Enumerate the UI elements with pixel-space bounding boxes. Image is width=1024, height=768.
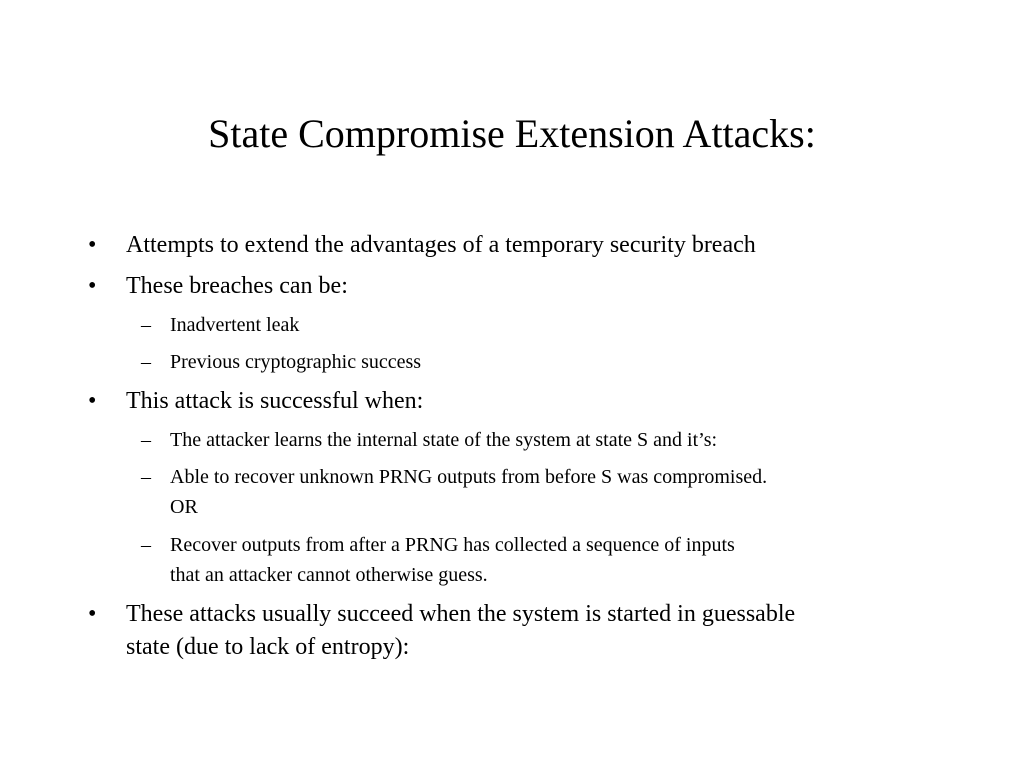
sub-bullet-text xyxy=(170,462,767,522)
bullet-text-line: Attempts to extend the advantages of a temporary security breach xyxy=(126,232,756,258)
dash-marker: – xyxy=(141,351,151,373)
sub-bullet-text xyxy=(170,347,421,377)
sub-bullet-text-line: The attacker learns the internal state of the system at state S and it’s: xyxy=(170,429,718,451)
sub-bullet-text xyxy=(170,425,717,455)
dash-marker: – xyxy=(141,534,151,556)
sub-bullet-text-line: Recover outputs from after a PRNG has collected a sequence of inputs xyxy=(170,534,735,556)
bullet-marker: • xyxy=(88,601,97,627)
bullet-text-line: state (due to lack of entropy): xyxy=(126,634,410,660)
bullet-text-line: This attack is successful when: xyxy=(126,388,424,414)
dash-marker: – xyxy=(141,429,151,451)
bullet-marker: • xyxy=(88,388,97,414)
sub-bullet-text xyxy=(170,310,299,340)
bullet-text xyxy=(126,385,423,418)
sub-bullet-text-line: Previous cryptographic success xyxy=(170,351,422,373)
dash-marker: – xyxy=(141,314,151,336)
sub-bullet-text-line: Able to recover unknown PRNG outputs from before S was compromised. xyxy=(170,466,768,488)
bullet-marker: • xyxy=(88,273,97,299)
bullet-text-line: These attacks usually succeed when the system is started in guessable xyxy=(126,601,796,627)
bullet-text xyxy=(126,598,795,664)
bullet-marker: • xyxy=(88,232,97,258)
slide-title: State Compromise Extension Attacks: xyxy=(208,111,816,156)
sub-bullet-text-line: OR xyxy=(170,496,198,518)
dash-marker: – xyxy=(141,466,151,488)
sub-bullet-text-line: that an attacker cannot otherwise guess. xyxy=(170,564,488,586)
bullet-text-line: These breaches can be: xyxy=(126,273,348,299)
bullet-text xyxy=(126,270,348,303)
sub-bullet-text-line: Inadvertent leak xyxy=(170,314,300,336)
sub-bullet-text xyxy=(170,530,735,590)
bullet-text xyxy=(126,229,756,262)
